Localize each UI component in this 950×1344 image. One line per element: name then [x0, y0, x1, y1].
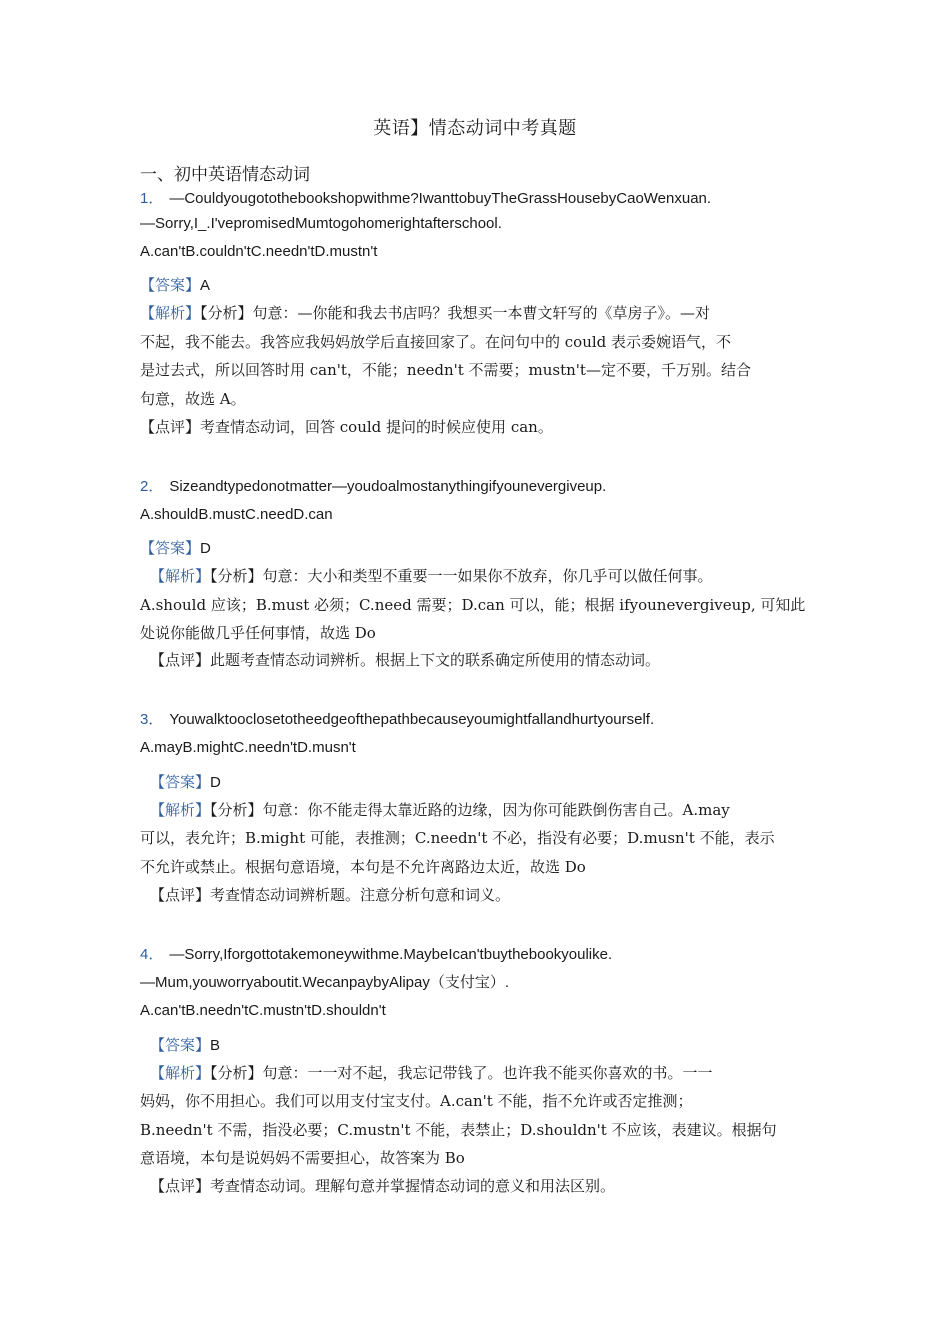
q2-number: 2． [140, 478, 164, 495]
q2-answer-value: D [200, 540, 211, 557]
q2-options: A.shouldB.mustC.needD.can [140, 506, 333, 523]
q3-answer-tag: 【答案】 [150, 773, 211, 791]
q1-answer [140, 275, 210, 296]
q2-answer-tag: 【答案】 [140, 539, 201, 557]
q1-analysis-2: 不起，我不能去。我答应我妈妈放学后直接回家了。在问句中的 could 表示委婉语气，不 [140, 333, 732, 351]
q4-line1 [140, 945, 612, 965]
q3-number: 3． [140, 711, 164, 728]
q4-analysis-2: 妈妈，你不用担心。我们可以用支付宝支付。A.can't 不能，指不允许或否定推测； [140, 1092, 693, 1110]
q1-stem2: —Sorry,I_.I'vepromisedMumtogohomerightafterschool. [140, 215, 502, 232]
q4-number: 4． [140, 946, 164, 963]
q3-answer [150, 772, 221, 793]
q2-comment [150, 650, 660, 670]
q1-comment [140, 417, 553, 437]
q1-number: 1． [140, 190, 164, 207]
q4-comment-text: 考查情态动词。理解句意并掌握情态动词的意义和用法区别。 [210, 1177, 616, 1195]
page-title: 英语】情态动词中考真题 [373, 118, 577, 139]
q4-analysis-text-1: 【分析】句意：一一对不起，我忘记带钱了。也许我不能买你喜欢的书。一一 [210, 1064, 713, 1082]
q3-analysis-text-1: 【分析】句意：你不能走得太靠近路的边缘，因为你可能跌倒伤害自己。A.may [210, 801, 730, 819]
q4-analysis-3: B.needn't 不需，指没必要；C.mustn't 不能，表禁止；D.shouldn't 不应该，表建议。根据句 [140, 1121, 777, 1139]
q3-comment-tag: 【点评】 [150, 886, 211, 904]
q3-stem1: Youwalktooclosetotheedgeofthepathbecauseyoumightfallandhurtyourself. [169, 711, 655, 728]
q3-analysis-1 [150, 800, 730, 820]
q3-analysis-3: 不允许或禁止。根据句意语境，本句是不允许离路边太近，故选 Do [140, 858, 586, 876]
q1-analysis-3: 是过去式，所以回答时用 can't，不能；needn't 不需要；mustn't—定不要，千万别。结合 [140, 361, 751, 379]
q1-answer-value: A [200, 277, 211, 294]
q4-analysis-1 [150, 1063, 713, 1083]
q1-analysis-text-1: 【分析】句意：—你能和我去书店吗？我想买一本曹文轩写的《草房子》。—对 [200, 304, 711, 322]
q1-answer-tag: 【答案】 [140, 276, 201, 294]
q1-stem1: —Couldyougotothebookshopwithme?IwanttobuyTheGrassHousebyCaoWenxuan. [169, 190, 712, 207]
q3-analysis-2: 可以，表允许；B.might 可能，表推测；C.needn't 不必，指没有必要；D.musn't 不能，表示 [140, 829, 775, 847]
q2-comment-text: 此题考查情态动词辨析。根据上下文的联系确定所使用的情态动词。 [210, 651, 661, 669]
q1-analysis-4: 句意，故选 A。 [140, 390, 246, 408]
q3-comment-text: 考查情态动词辨析题。注意分析句意和词义。 [210, 886, 511, 904]
q1-options: A.can'tB.couldn'tC.needn'tD.mustn't [140, 243, 378, 260]
q4-options: A.can'tB.needn'tC.mustn'tD.shouldn't [140, 1002, 386, 1019]
q3-line1 [140, 710, 654, 730]
q2-analysis-text-1: 【分析】句意：大小和类型不重要一一如果你不放弃，你几乎可以做任何事。 [210, 567, 713, 585]
q3-answer-value: D [210, 774, 221, 791]
q3-analysis-tag: 【解析】 [150, 801, 211, 819]
q2-line1 [140, 477, 606, 497]
q2-analysis-tag: 【解析】 [150, 567, 211, 585]
q4-stem2: —Mum,youworryaboutit.WecanpaybyAlipay（支付宝）. [140, 974, 510, 991]
q4-stem1: —Sorry,Iforgottotakemoneywithme.MaybeIcan'tbuythebookyoulike. [169, 946, 613, 963]
q3-options: A.mayB.mightC.needn'tD.musn't [140, 739, 356, 756]
q3-comment [150, 885, 510, 905]
q4-answer-tag: 【答案】 [150, 1036, 211, 1054]
q1-line1 [140, 189, 711, 209]
q2-answer [140, 538, 211, 559]
q4-answer [150, 1035, 220, 1056]
q2-analysis-2: A.should 应该；B.must 必须；C.need 需要；D.can 可以，能；根据 ifyounevergiveup, 可知此 [140, 596, 806, 614]
q4-answer-value: B [210, 1037, 221, 1054]
q4-comment [150, 1176, 615, 1196]
q1-analysis-tag: 【解析】 [140, 304, 201, 322]
q4-analysis-tag: 【解析】 [150, 1064, 211, 1082]
q2-analysis-1 [150, 566, 713, 586]
section-heading: 一、初中英语情态动词 [140, 165, 310, 185]
q4-comment-tag: 【点评】 [150, 1177, 211, 1195]
q1-comment-text: 考查情态动词，回答 could 提问的时候应使用 can。 [200, 418, 553, 436]
q1-analysis-1 [140, 303, 710, 323]
q4-analysis-4: 意语境，本句是说妈妈不需要担心，故答案为 Bo [140, 1149, 465, 1167]
q2-analysis-3: 处说你能做几乎任何事情，故选 Do [140, 624, 376, 642]
q2-stem1: Sizeandtypedonotmatter—youdoalmostanythingifyounevergiveup. [169, 478, 607, 495]
q1-comment-tag: 【点评】 [140, 418, 201, 436]
q2-comment-tag: 【点评】 [150, 651, 211, 669]
